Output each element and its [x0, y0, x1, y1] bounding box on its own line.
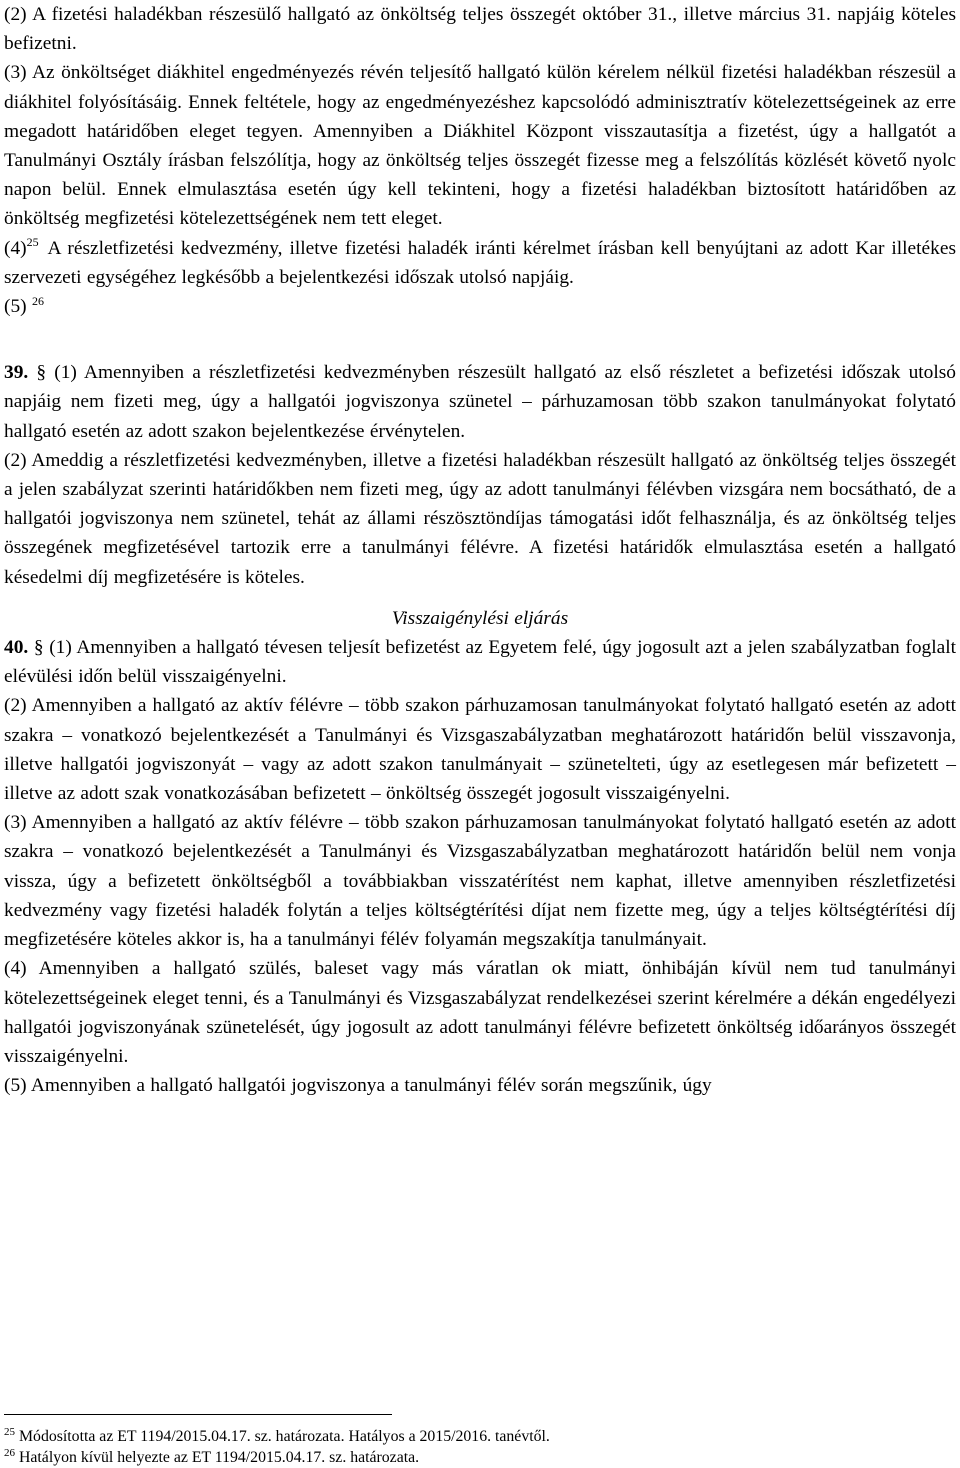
section-heading: Visszaigénylési eljárás — [391, 607, 569, 629]
paragraph-2: (2) A fizetési haladékban részesülő hallgató az önköltség teljes összegét október 31., illetve március 31. napjáig köteles befizetni. — [4, 4, 956, 55]
section-40-paragraph-5: (5) Amennyiben a hallgató hallgatói jogviszonya a tanulmányi félév során megszűnik, úgy — [4, 1075, 712, 1097]
footnote-25 — [4, 1426, 956, 1447]
footnote-ref-25: 25 — [26, 235, 39, 250]
footnote-26 — [4, 1447, 956, 1468]
section-40-paragraph-4: (4) Amennyiben a hallgató szülés, baleset vagy más váratlan ok miatt, önhibáján kívül nem tud tanulmányi kötelezettségeinek eleget tenni, és a Tanulmányi és Vizsgaszabályzat rendelkezései szerint kérelmére a dékán engedélyezi hallgatói jogviszonyának szünetelését, úgy jogosult az adott tanulmányi félévre befizetett önköltség időarányos összegét visszaigényelni. — [4, 958, 956, 1067]
paragraph-4-text: A részletfizetési kedvezmény, illetve fizetési haladék iránti kérelmet írásban kell benyújtani az adott Kar illetékes szervezeti egységéhez legkésőbb a bejelentkezési időszak utolsó napjáig. — [4, 237, 956, 288]
paragraph-3: (3) Az önköltséget diákhitel engedményezés révén teljesítő hallgató külön kérelem nélkül fizetési haladékban részesül a diákhitel folyósításáig. Ennek feltétele, hogy az engedményezéshez kapcsolódó adminisztratív kötelezettségeinek az erre megadott határidőben eleget tegyen. Amennyiben a Diákhitel Központ visszautasítja a fizetést, úgy a hallgatót a Tanulmányi Osztály írásban felszólítja, hogy az önköltség teljes összegét fizesse meg a felszólítás közlését követő nyolc napon belül. Ennek elmulasztása esetén úgy kell tekinteni, hogy a fizetési haladékban biztosított határidőben az önköltség megfizetési kötelezettségének nem tett eleget. — [4, 62, 956, 230]
footnote-ref-26: 26 — [31, 293, 44, 308]
document-page — [4, 0, 956, 1100]
section-39-paragraph-2: (2) Ameddig a részletfizetési kedvezményben, illetve a fizetési haladékban részesült hallgató az önköltség teljes összegét a jelen szabályzat szerinti határidőkben nem fizeti meg, úgy az adott tanulmányi félévben vizsgára nem bocsátható, de a hallgatói jogviszonya nem szünetel, tehát az állami részösztöndíjas támogatási időt felhasználja, és az önköltség teljes összegének megfizetésével tartozik erre a tanulmányi félévre. A fizetési határidők elmulasztása esetén a hallgató késedelmi díj megfizetésére is köteles. — [4, 449, 956, 588]
spacer — [4, 592, 956, 604]
section-40-paragraph-1 — [4, 633, 956, 691]
footnote-number: 25 — [4, 1425, 15, 1438]
section-39-paragraph-1-text: § (1) Amennyiben a részletfizetési kedvezményben részesült hallgató az első részletet a befizetési időszak utolsó napjáig nem fizeti meg, úgy a hallgatói jogviszonya szünetel – párhuzamosan több szakon tanulmányokat folytató hallgató esetén az adott szakon bejelentkezése érvénytelen. — [4, 362, 956, 442]
footnote-text: Hatályon kívül helyezte az ET 1194/2015.04.17. sz. határozata. — [19, 1449, 420, 1466]
section-39-number: 39. — [4, 362, 29, 384]
footnote-number: 26 — [4, 1446, 15, 1459]
footnote-divider — [4, 1414, 392, 1415]
paragraph-5 — [4, 292, 956, 321]
spacer — [4, 321, 956, 358]
footnote-text: Módosította az ET 1194/2015.04.17. sz. határozata. Hatályos a 2015/2016. tanévtől. — [19, 1428, 550, 1445]
section-39-paragraph-1 — [4, 358, 956, 446]
section-40-paragraph-1-text: § (1) Amennyiben a hallgató tévesen teljesít befizetést az Egyetem felé, úgy jogosult azt a jelen szabályzatban foglalt elévülési időn belül visszaigényelni. — [4, 637, 956, 688]
paragraph-4-prefix: (4) — [4, 237, 27, 259]
footnotes — [4, 1426, 956, 1468]
section-40-paragraph-3: (3) Amennyiben a hallgató az aktív félévre – több szakon párhuzamosan tanulmányokat folytató hallgató esetén az adott szakra – vonatkozó bejelentkezését a Tanulmányi és Vizsgaszabályzatban meghatározott határidőn belül nem vonja vissza, úgy a befizetett önköltségből a továbbiakban visszatérítést nem kaphat, illetve amennyiben részletfizetési kedvezmény vagy fizetési haladék folytán a teljes költségtérítési díjat nem fizette meg, úgy a teljes költségtérítési díj megfizetésére köteles akkor is, ha a tanulmányi félév folyamán megszakítja tanulmányait. — [4, 812, 956, 951]
paragraph-4 — [4, 234, 956, 292]
section-40-paragraph-2: (2) Amennyiben a hallgató az aktív félévre – több szakon párhuzamosan tanulmányokat folytató hallgató esetén az adott szakra – vonatkozó bejelentkezését a Tanulmányi és Vizsgaszabályzatban meghatározott határidőn belül visszavonja, illetve hallgatói jogviszonyát – vagy az adott szakon tanulmányait – szünetelteti, úgy az esetlegesen már befizetett – illetve az adott szak vonatkozásában befizetett – önköltség összegét jogosult visszaigényelni. — [4, 695, 956, 805]
paragraph-5-prefix: (5) — [4, 296, 27, 318]
section-40-number: 40. — [4, 637, 29, 659]
